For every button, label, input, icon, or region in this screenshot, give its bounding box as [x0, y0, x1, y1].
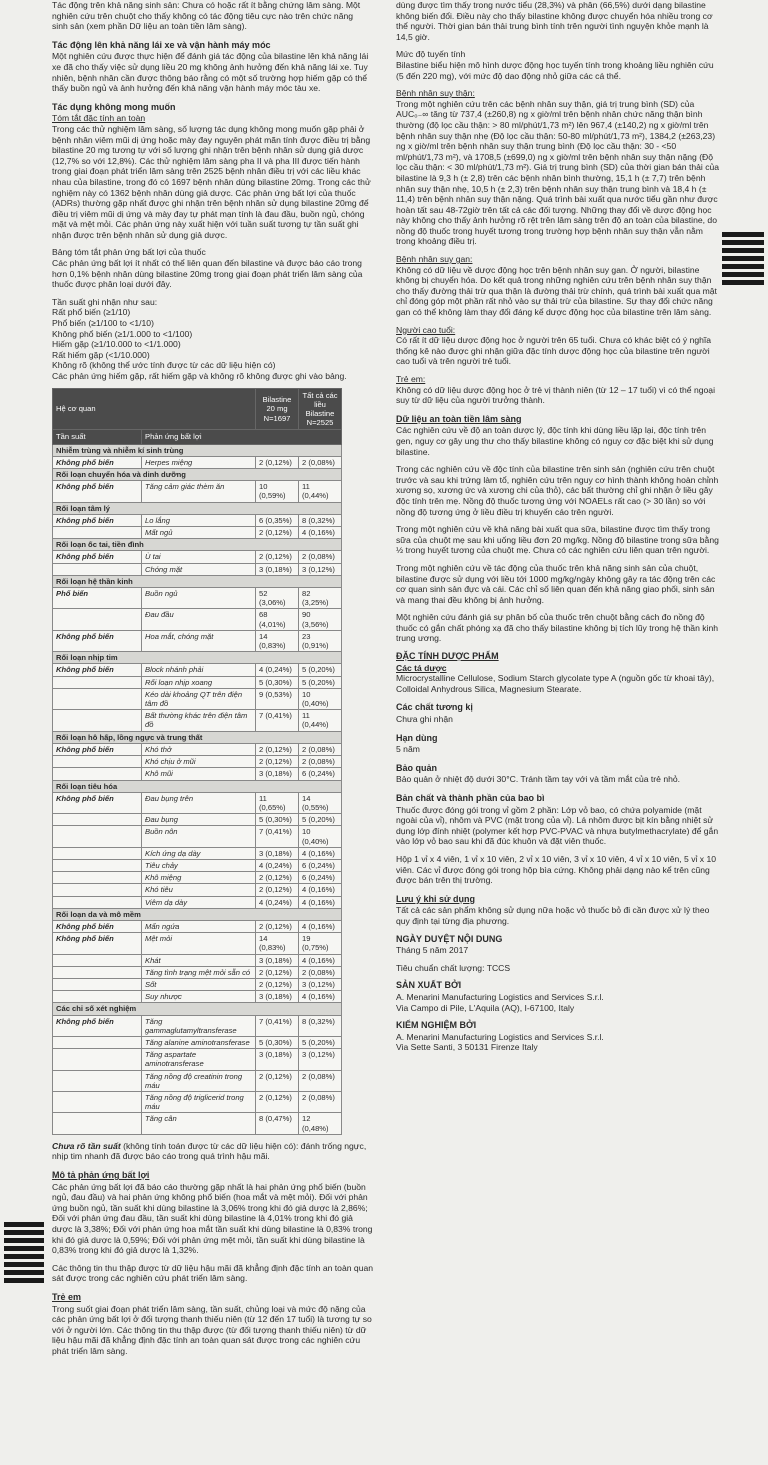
table-row: [53, 756, 342, 768]
count-20mg-cell: 3 (0,18%): [256, 991, 299, 1003]
count-20mg-cell: 2 (0,12%): [256, 978, 299, 990]
count-20mg-cell: 7 (0,41%): [256, 710, 299, 731]
frequency-cell: [53, 859, 142, 871]
excipients-text: Microcrystalline Cellulose, Sodium Starch glycolate type A (nguồn gốc từ khoai tây), Colloidal Anhydrous Silica, Magnesium Stearate.: [396, 673, 715, 694]
count-all-cell: 6 (0,24%): [299, 872, 342, 884]
disposal-text: Tất cả các sản phẩm không sử dụng nữa hoặc vỏ thuốc bỏ đi cần được xử lý theo quy định tại từng địa phương.: [396, 905, 710, 926]
count-all-cell: 19 (0,75%): [299, 933, 342, 954]
freq-item: Rất phổ biến (≥1/10): [52, 307, 131, 318]
preclinical-text: Trong các nghiên cứu về độc tính của bilastine trên sinh sản (nghiên cứu trên chuột trước và sau khi trứng làm tổ, nghiên cứu trên nguy cơ hình thành không hoàn chỉnh xương sọ, xương ức và xương chi của thỏ), các bất thường chỉ ghi nhận ở liều gây độc tính trên mẹ. Nồng độ thuốc tương ứng với NOAELs rất cao (> 30 lần) so với nồng độ tương ứng ở liều điều trị khuyến cáo trên người.: [396, 464, 719, 517]
intro-line: nghiên cứu trên chuột cho thấy không có tác động tiêu cực nào trên chức năng: [52, 10, 354, 21]
table-row: [53, 1015, 342, 1036]
reaction-cell: Tăng nồng độ triglicerid trong máu: [142, 1091, 256, 1112]
table-row: [53, 609, 342, 630]
table-row: [53, 933, 342, 954]
unknown-frequency: [52, 1141, 374, 1162]
table-row: [53, 551, 342, 563]
kids-heading: Trẻ em:: [396, 374, 426, 384]
intro-text: [52, 0, 374, 32]
table-row: [53, 792, 342, 813]
reaction-cell: Mất ngủ: [142, 527, 256, 539]
count-20mg-cell: 4 (0,24%): [256, 664, 299, 676]
freq-item: Rất hiếm gặp (<1/10.000): [52, 349, 150, 360]
frequency-cell: [53, 710, 142, 731]
reaction-cell: Đau bụng: [142, 814, 256, 826]
frequency-cell: [53, 609, 142, 630]
count-20mg-cell: 5 (0,30%): [256, 1036, 299, 1048]
count-20mg-cell: 8 (0,47%): [256, 1113, 299, 1134]
frequency-cell: Không phổ biến: [53, 933, 142, 954]
disposal-heading: Lưu ý khi sử dụng: [396, 893, 476, 904]
left-column: [52, 0, 374, 1363]
preclinical-text: Trong một nghiên cứu về tác động của thuốc trên khả năng sinh sản của chuột, bilastine được sử dụng với liều tới 1000 mg/kg/ngày không gây ra tác động trên các cơ quan sinh sản đực và cái. Các chỉ số liên quan đến khả năng giao phối, sinh sản và mang thai đều không bị ảnh hưởng.: [396, 562, 716, 605]
table-intro: Các phản ứng bất lợi ít nhất có thể liên quan đến bilastine và được báo cáo trong hơn 0,1% bệnh nhân dùng bilastine 20mg trong giai đoạn phát triển lâm sàng của thuốc được phân loại dưới đây.: [52, 258, 363, 290]
frequency-cell: Không phổ biến: [53, 1015, 142, 1036]
count-20mg-cell: 2 (0,12%): [256, 527, 299, 539]
count-all-cell: 5 (0,20%): [299, 664, 342, 676]
table-row: [53, 514, 342, 526]
count-all-cell: 3 (0,12%): [299, 978, 342, 990]
count-all-cell: 8 (0,32%): [299, 1015, 342, 1036]
table-row: [53, 481, 342, 502]
desc-heading: Mô tả phản ứng bất lợi: [52, 1169, 150, 1180]
table-row: [53, 688, 342, 709]
count-all-cell: 11 (0,44%): [299, 481, 342, 502]
frequency-cell: [53, 676, 142, 688]
table-summary-title: Bảng tóm tắt phản ứng bất lợi của thuốc: [52, 247, 206, 258]
count-all-cell: 23 (0,91%): [299, 630, 342, 651]
count-20mg-cell: 2 (0,12%): [256, 872, 299, 884]
count-20mg-cell: 3 (0,18%): [256, 847, 299, 859]
freq-item: Không phổ biến (≥1/1.000 to <1/100): [52, 328, 193, 339]
count-20mg-cell: 2 (0,12%): [256, 743, 299, 755]
count-all-cell: 2 (0,08%): [299, 1070, 342, 1091]
reaction-cell: Khó thở: [142, 743, 256, 755]
frequency-cell: Không phổ biến: [53, 664, 142, 676]
barcode-right: [722, 232, 764, 288]
freq-item: Không rõ (không thể ước tính được từ các dữ liệu hiện có): [52, 360, 276, 371]
preclinical-text: Các nghiên cứu về độ an toàn dược lý, độc tính khi dùng liều lặp lại, độc tính trên gen, nguy cơ gây ung thư cho thấy bilastine không có nguy cơ đặc biệt khi sử dụng bilastine.: [396, 425, 714, 457]
count-all-cell: 3 (0,12%): [299, 1049, 342, 1070]
group-name: Rối loạn hô hấp, lồng ngực và trung thất: [53, 731, 342, 743]
adverse-reactions-table: [52, 388, 342, 1135]
frequency-cell: Không phổ biến: [53, 630, 142, 651]
frequency-cell: Không phổ biến: [53, 481, 142, 502]
incompat-text: Chưa ghi nhận: [396, 714, 453, 725]
count-all-cell: 6 (0,24%): [299, 859, 342, 871]
reaction-cell: Suy nhược: [142, 991, 256, 1003]
reaction-cell: Viêm dạ dày: [142, 896, 256, 908]
count-all-cell: 5 (0,20%): [299, 1036, 342, 1048]
table-group-row: [53, 444, 342, 456]
reaction-cell: Đau đầu: [142, 609, 256, 630]
frequency-cell: [53, 1113, 142, 1134]
frequency-cell: [53, 978, 142, 990]
count-20mg-cell: 3 (0,18%): [256, 954, 299, 966]
reaction-cell: Tăng cân: [142, 1113, 256, 1134]
frequency-cell: [53, 756, 142, 768]
count-all-cell: 6 (0,24%): [299, 768, 342, 780]
table-group-row: [53, 908, 342, 920]
freq-item: Phổ biến (≥1/100 to <1/10): [52, 318, 154, 329]
reaction-cell: Khát: [142, 954, 256, 966]
reaction-cell: Tăng aspartate aminotransferase: [142, 1049, 256, 1070]
reaction-cell: Ù tai: [142, 551, 256, 563]
reaction-cell: Buồn nôn: [142, 826, 256, 847]
reaction-cell: Lo lắng: [142, 514, 256, 526]
unknown-frequency-text: (không tính toán được từ các dữ liệu hiện có): đánh trống ngực, nhịp tim nhanh đã được báo cáo trong quá trình hậu mãi.: [52, 1140, 367, 1162]
tested-by-heading: KIỂM NGHIỆM BỞI: [396, 1020, 477, 1031]
excipients-heading: Các tá dược: [396, 662, 447, 673]
renal-text: Trong một nghiên cứu trên các bệnh nhân suy thận, giá trị trung bình (SD) của AUC₀₋∞ tăng từ 737,4 (±260,8) ng x giờ/ml trên bệnh nhân chức năng thận bình thường (độ lọc cầu thận: > 80 ml/phút/1,73 m²) lên 967,4 (±140,2) ng x giờ/ml trên bệnh nhân suy thận nhẹ (Độ lọc cầu thận: 50-80 ml/phút/1,73 m²), 1384,2 (±263,23) ng x giờ/ml trên bệnh nhân suy thận trung bình (Độ lọc cầu thận: 30 - <50 ml/phút/1,73 m²), và 1708,5 (±699,0) ng x giờ/ml trên bệnh nhân suy thận nặng (Độ lọc cầu thận: < 30 ml/phút/1,73 m²). Giá trị trung bình (SD) của thời gian bán thải của bilastine là 9,3 h (± 2,8) trên các bệnh nhân bình thường, 15,1 h (± 7,7) trên bệnh nhân suy thận nhẹ, 10,5 h (± 2,3) trên bệnh nhân suy thận trung bình và 18,4 h (± 11,4) trên bệnh nhân suy thận nặng. Quá trình bài xuất qua nước tiểu gần như được hoàn tất sau 48-72giờ trên tất cả các đối tượng. Những thay đổi về dược động học này không cho thấy ảnh hưởng rõ rệt trên lâm sàng trên độ an toàn của bilastine, do nồng độ thuốc trong huyết tương trong trường hợp bệnh nhân suy thận vẫn nằm trong khoảng điều trị.: [396, 98, 720, 247]
barcode-left: [4, 1222, 44, 1286]
frequency-cell: [53, 991, 142, 1003]
ae-subheading: Tóm tắt đặc tính an toàn: [52, 113, 146, 124]
reaction-cell: Mẩn ngứa: [142, 920, 256, 932]
reaction-cell: Tăng nồng độ creatinin trong máu: [142, 1070, 256, 1091]
frequency-cell: [53, 896, 142, 908]
count-all-cell: 5 (0,20%): [299, 814, 342, 826]
table-row: [53, 896, 342, 908]
linear-text: Bilastine biểu hiện mô hình dược động học tuyến tính trong khoảng liều nghiên cứu (5 đến 220 mg), với mức độ dao động nhỏ giữa các cá thể.: [396, 59, 714, 81]
frequency-cell: [53, 1049, 142, 1070]
count-20mg-cell: 4 (0,24%): [256, 859, 299, 871]
table-row: [53, 814, 342, 826]
preclinical-heading: Dữ liệu an toàn tiền lâm sàng: [396, 413, 522, 424]
frequency-cell: Không phổ biến: [53, 551, 142, 563]
reaction-cell: Tăng cảm giác thèm ăn: [142, 481, 256, 502]
frequency-cell: [53, 1070, 142, 1091]
reaction-cell: Kích ứng dạ dày: [142, 847, 256, 859]
table-group-row: [53, 780, 342, 792]
reaction-cell: Herpes miệng: [142, 456, 256, 468]
table-group-row: [53, 539, 342, 551]
table-row: [53, 954, 342, 966]
elderly-heading: Người cao tuổi:: [396, 324, 456, 335]
kids-text: Không có dữ liệu dược động học ở trẻ vị thành niên (từ 12 – 17 tuổi) vì có thể ngoại suy từ dữ liệu của người trưởng thành.: [396, 384, 716, 406]
count-all-cell: 3 (0,12%): [299, 563, 342, 575]
renal-heading: Bệnh nhân suy thận:: [396, 88, 475, 99]
col-header-all-doses: Tất cả các liều Bilastine N=2525: [299, 388, 342, 430]
reaction-cell: Tăng gammaglutamyltransferase: [142, 1015, 256, 1036]
count-20mg-cell: 5 (0,30%): [256, 676, 299, 688]
group-name: Rối loạn ốc tai, tiền đình: [53, 539, 342, 551]
count-all-cell: 12 (0,48%): [299, 1113, 342, 1134]
driving-text: Một nghiên cứu được thực hiện để đánh giá tác động của bilastine lên khả năng lái xe đã cho thấy việc sử dụng liều 20 mg không ảnh hưởng đến khả năng lái xe. Tuy nhiên, bệnh nhân cần được thông báo rằng có một số trường hợp hiếm gặp có thể thấy buồn ngủ và ảnh hưởng đến khả năng vận hành máy móc tàu xe.: [52, 51, 369, 94]
storage-heading: Bảo quản: [396, 762, 438, 773]
storage-text: Bảo quản ở nhiệt độ dưới 30°C. Tránh tầm tay với và tầm mắt của trẻ nhỏ.: [396, 774, 681, 785]
table-row: [53, 456, 342, 468]
count-20mg-cell: 2 (0,12%): [256, 551, 299, 563]
freq-item: Hiếm gặp (≥1/10.000 to <1/1.000): [52, 339, 181, 350]
table-row: [53, 1070, 342, 1091]
frequency-cell: [53, 884, 142, 896]
table-row: [53, 884, 342, 896]
table-row: [53, 527, 342, 539]
shelf-heading: Hạn dùng: [396, 732, 438, 743]
count-all-cell: 11 (0,44%): [299, 710, 342, 731]
count-20mg-cell: 11 (0,65%): [256, 792, 299, 813]
manufacturer-heading: SẢN XUẤT BỞI: [396, 980, 462, 991]
count-20mg-cell: 14 (0,83%): [256, 933, 299, 954]
reaction-cell: Kéo dài khoảng QT trên điện tâm đồ: [142, 688, 256, 709]
right-column: [396, 0, 722, 1060]
count-all-cell: 4 (0,16%): [299, 884, 342, 896]
reaction-cell: Tiêu chảy: [142, 859, 256, 871]
reaction-cell: Tăng alanine aminotransferase: [142, 1036, 256, 1048]
col-header-system: Hệ cơ quan: [53, 388, 256, 430]
table-group-row: [53, 575, 342, 587]
packaging-text: Thuốc được đóng gói trong vỉ gồm 2 phần: Lớp vỏ bao, có chứa polyamide (mặt ngoài của vỉ), nhôm và PVC (mặt trong của vỉ). Lá nhôm được bịt kín bằng nhiệt sử dụng lớp đính nhiệt (polymer kết hợp PVC-PVAC và nhựa butylmethacrylate) để gắn vào lớp vỏ bao sau khi đã đúc khuôn và đặt viên thuốc.: [396, 804, 719, 847]
reaction-cell: Mệt mỏi: [142, 933, 256, 954]
preclinical-text: Một nghiên cứu đánh giá sự phân bố của thuốc trên chuột bằng cách đo nồng độ thuốc có gắn chất phóng xạ đã cho thấy bilastine không bị tích lũy trong hệ thần kinh trung ương.: [396, 612, 719, 644]
group-name: Rối loạn chuyển hóa và dinh dưỡng: [53, 469, 342, 481]
count-all-cell: 14 (0,55%): [299, 792, 342, 813]
child-heading: Trẻ em: [52, 1291, 82, 1302]
count-all-cell: 4 (0,16%): [299, 954, 342, 966]
reaction-cell: Sốt: [142, 978, 256, 990]
count-all-cell: 10 (0,40%): [299, 688, 342, 709]
table-row: [53, 1036, 342, 1048]
table-row: [53, 743, 342, 755]
excretion-text: dùng được tìm thấy trong nước tiểu (28,3%) và phân (66,5%) dưới dạng bilastine không biến đổi. Điều này cho thấy bilastine không được chuyển hóa nhiều trong cơ thể người. Thời gian bán thải trung bình tính trên người tình nguyện khỏe mạnh là 14,5 giờ.: [396, 0, 713, 42]
freq-list: [52, 307, 374, 381]
incompat-heading: Các chất tương kị: [396, 702, 473, 713]
reaction-cell: Bất thường khác trên điện tâm đồ: [142, 710, 256, 731]
count-20mg-cell: 2 (0,12%): [256, 884, 299, 896]
reaction-cell: Khó chịu ở mũi: [142, 756, 256, 768]
child-text: Trong suốt giai đoạn phát triển lâm sàng, tần suất, chủng loại và mức độ nặng của các phản ứng bất lợi ở đối tượng thanh thiếu niên (từ 12 đến 17 tuổi) là tương tự so với ở người lớn. Các thông tin thu thập được (từ đối tượng thanh thiếu niên) từ dữ liệu hậu mãi đã khẳng định đặc tính an toàn quan sát được trong các nghiên cứu phát triển lâm sàng.: [52, 1303, 372, 1356]
count-all-cell: 4 (0,16%): [299, 920, 342, 932]
count-all-cell: 2 (0,08%): [299, 966, 342, 978]
frequency-cell: [53, 966, 142, 978]
table-row: [53, 1049, 342, 1070]
group-name: Rối loạn da và mô mềm: [53, 908, 342, 920]
count-all-cell: 2 (0,08%): [299, 743, 342, 755]
freq-title: Tần suất ghi nhận như sau:: [52, 296, 158, 307]
table-body: [53, 444, 342, 1134]
col-header-20mg: Bilastine 20 mg N=1697: [256, 388, 299, 430]
reaction-cell: Đau bụng trên: [142, 792, 256, 813]
count-20mg-cell: 2 (0,12%): [256, 756, 299, 768]
count-20mg-cell: 68 (4,01%): [256, 609, 299, 630]
table-row: [53, 966, 342, 978]
count-all-cell: 10 (0,40%): [299, 826, 342, 847]
frequency-cell: Không phổ biến: [53, 743, 142, 755]
reaction-cell: Buồn ngủ: [142, 588, 256, 609]
group-name: Rối loạn tiêu hóa: [53, 780, 342, 792]
table-group-row: [53, 502, 342, 514]
count-all-cell: 82 (3,25%): [299, 588, 342, 609]
reaction-cell: Tăng tình trạng mệt mỏi sẵn có: [142, 966, 256, 978]
tested-by-address: Via Sette Santi, 3 50131 Firenze Italy: [396, 1042, 538, 1053]
count-all-cell: 8 (0,32%): [299, 514, 342, 526]
reaction-cell: Khô mũi: [142, 768, 256, 780]
hepatic-heading: Bệnh nhân suy gan:: [396, 254, 473, 265]
table-row: [53, 872, 342, 884]
count-all-cell: 2 (0,08%): [299, 756, 342, 768]
preclinical-text: Trong một nghiên cứu về khả năng bài xuất qua sữa, bilastine được tìm thấy trong sữa của chuột mẹ sau khi uống liều đơn 20 mg/kg. Nồng độ bilastine trong sữa bằng ½ trong huyết tương của chuột mẹ. Chưa có các nghiên cứu liên quan trên người.: [396, 524, 719, 556]
table-row: [53, 826, 342, 847]
count-all-cell: 2 (0,08%): [299, 1091, 342, 1112]
count-20mg-cell: 6 (0,35%): [256, 514, 299, 526]
table-row: [53, 847, 342, 859]
quality-standard: Tiêu chuẩn chất lượng: TCCS: [396, 962, 511, 973]
count-all-cell: 5 (0,20%): [299, 676, 342, 688]
frequency-cell: [53, 768, 142, 780]
count-all-cell: 4 (0,16%): [299, 527, 342, 539]
count-20mg-cell: 14 (0,83%): [256, 630, 299, 651]
frequency-cell: Không phổ biến: [53, 514, 142, 526]
count-20mg-cell: 2 (0,12%): [256, 920, 299, 932]
group-name: Rối loạn hệ thần kinh: [53, 575, 342, 587]
tested-by-name: A. Menarini Manufacturing Logistics and Services S.r.l.: [396, 1031, 604, 1042]
frequency-cell: Phổ biến: [53, 588, 142, 609]
group-name: Nhiễm trùng và nhiễm kí sinh trùng: [53, 444, 342, 456]
intro-line: Tác động trên khả năng sinh sản: Chưa có hoặc rất ít bằng chứng lâm sàng. Một: [52, 0, 361, 10]
table-row: [53, 664, 342, 676]
count-all-cell: 4 (0,16%): [299, 896, 342, 908]
frequency-cell: [53, 872, 142, 884]
col-header-frequency: Tần suất: [53, 430, 142, 444]
frequency-cell: Không phổ biến: [53, 920, 142, 932]
table-row: [53, 978, 342, 990]
frequency-cell: [53, 847, 142, 859]
reaction-cell: Khó tiêu: [142, 884, 256, 896]
review-date: Tháng 5 năm 2017: [396, 945, 469, 956]
driving-heading: Tác động lên khả năng lái xe và vận hành máy móc: [52, 39, 271, 50]
frequency-cell: [53, 1036, 142, 1048]
count-20mg-cell: 10 (0,59%): [256, 481, 299, 502]
hepatic-text: Không có dữ liệu về dược động học trên bệnh nhân suy gan. Ở người, bilastine không bị chuyển hóa. Do kết quả trong những nghiên cứu trên bệnh nhân suy thận cho thấy đường thải trừ qua thận là đường thải trừ chính, quá trình bài xuất qua mật chỉ đóng góp một phần rất nhỏ vào sự thải trừ của bilastine. Sự thay đổi chức năng gan có thể không làm thay đổi đáng kể dược động học của bilastine trên lâm sàng.: [396, 264, 717, 318]
intro-line: sinh sản (xem phần Dữ liệu an toàn tiền lâm sàng).: [52, 21, 247, 32]
count-20mg-cell: 9 (0,53%): [256, 688, 299, 709]
count-20mg-cell: 3 (0,18%): [256, 1049, 299, 1070]
pharm-heading: ĐẶC TÍNH DƯỢC PHẨM: [396, 651, 499, 662]
reaction-cell: Hoa mắt, chóng mặt: [142, 630, 256, 651]
elderly-text: Có rất ít dữ liệu dược động học ở người trên 65 tuổi. Chưa có khác biệt có ý nghĩa thống kê nào được ghi nhận giữa đặc tính dược động học của bilastine trên người cao tuổi và trên người trẻ tuổi.: [396, 335, 712, 367]
review-heading: NGÀY DUYỆT NỘI DUNG: [396, 933, 503, 944]
table-row: [53, 1113, 342, 1134]
count-20mg-cell: 7 (0,41%): [256, 1015, 299, 1036]
pack-sizes-text: Hộp 1 vỉ x 4 viên, 1 vỉ x 10 viên, 2 vỉ x 10 viên, 3 vỉ x 10 viên, 4 vỉ x 10 viên, 5 vỉ x 10 viên. Các vỉ được đóng gói trong hộp bìa cứng. Không phải dạng nào kể trên cũng được bán trên thị trường.: [396, 853, 717, 886]
frequency-cell: [53, 563, 142, 575]
count-20mg-cell: 2 (0,12%): [256, 966, 299, 978]
unknown-frequency-title: Chưa rõ tần suất: [52, 1140, 121, 1151]
group-name: Rối loạn nhịp tim: [53, 652, 342, 664]
linear-heading: Mức độ tuyến tính: [396, 49, 466, 60]
frequency-cell: [53, 1091, 142, 1112]
group-name: Các chỉ số xét nghiệm: [53, 1003, 342, 1015]
frequency-cell: [53, 814, 142, 826]
table-row: [53, 920, 342, 932]
count-20mg-cell: 4 (0,24%): [256, 896, 299, 908]
reaction-cell: Block nhánh phải: [142, 664, 256, 676]
count-all-cell: 90 (3,56%): [299, 609, 342, 630]
ae-heading: Tác dụng không mong muốn: [52, 101, 176, 112]
col-header-reaction: Phản ứng bất lợi: [142, 430, 342, 444]
table-row: [53, 676, 342, 688]
table-row: [53, 1091, 342, 1112]
frequency-cell: [53, 527, 142, 539]
table-row: [53, 588, 342, 609]
count-20mg-cell: 2 (0,12%): [256, 1091, 299, 1112]
table-row: [53, 630, 342, 651]
manufacturer-address: Via Campo di Pile, L'Aquila (AQ), I-67100, Italy: [396, 1002, 575, 1013]
count-20mg-cell: 5 (0,30%): [256, 814, 299, 826]
table-row: [53, 859, 342, 871]
postmarket-text: Các thông tin thu thập được từ dữ liệu hậu mãi đã khẳng định đặc tính an toàn quan sát được trong các nghiên cứu phát triển lâm sàng.: [52, 1262, 374, 1284]
count-20mg-cell: 2 (0,12%): [256, 1070, 299, 1091]
group-name: Rối loạn tâm lý: [53, 502, 342, 514]
count-20mg-cell: 3 (0,18%): [256, 768, 299, 780]
count-20mg-cell: 2 (0,12%): [256, 456, 299, 468]
table-row: [53, 768, 342, 780]
frequency-cell: Không phổ biến: [53, 792, 142, 813]
table-group-row: [53, 731, 342, 743]
table-group-row: [53, 652, 342, 664]
table-group-row: [53, 1003, 342, 1015]
reaction-cell: Chóng mặt: [142, 563, 256, 575]
packaging-heading: Bản chất và thành phần của bao bì: [396, 793, 545, 803]
count-all-cell: 4 (0,16%): [299, 847, 342, 859]
count-all-cell: 2 (0,08%): [299, 551, 342, 563]
count-20mg-cell: 52 (3,06%): [256, 588, 299, 609]
table-row: [53, 563, 342, 575]
desc-text: Các phản ứng bất lợi đã báo cáo thường gặp nhất là hai phản ứng phổ biến (buồn ngủ, đau đầu) và hai phản ứng không phổ biến (hoa mắt và mệt mỏi). Đối với phản ứng buồn ngủ, tần suất khi dùng bilastine là 3,06% trong khi đó giả dược là 2,86%; Đối với phản ứng đau đầu, tần suất khi dùng bilastine là 4,01% trong khi đó giả dược là 3,38%; Đối với phản ứng hoa mắt tần suất khi dùng bilastine là 0,83% trong khi đó giả dược là 0,59%; Đối với phản ứng mệt mỏi, tần suất khi dùng bilastine là 0,83% trong khi đó giả dược là 1,32%.: [52, 1181, 373, 1256]
frequency-cell: [53, 954, 142, 966]
freq-item: Các phản ứng hiếm gặp, rất hiếm gặp và không rõ không được ghi vào bảng.: [52, 371, 347, 381]
reaction-cell: Khô miệng: [142, 872, 256, 884]
table-row: [53, 991, 342, 1003]
frequency-cell: [53, 688, 142, 709]
ae-text: Trong các thử nghiệm lâm sàng, số lượng tác dụng không mong muốn gặp phải ở bệnh nhân viêm mũi dị ứng hoặc mày đay nguyên phát mãn tính được điều trị bằng bilastine 20 mg tương tự với số lượng ghi nhận trên bệnh nhân sử dụng giả dược (12,7% so với 12,8%). Các thử nghiệm lâm sàng pha II và pha III được tiến hành trong giai đoạn phát triển lâm sàng trên 2525 bệnh nhân điều trị với các liều khác nhau của bilastine, trong đó có 1697 bệnh nhân dùng bilastine 20mg. Trong các thử nghiệm này có 1362 bệnh nhân dùng giả dược. Các phản ứng bất lợi của thuốc (ADRs) thường gặp nhất được ghi nhận trên bệnh nhân sử dụng bilastine 20mg để điều trị viêm mũi dị ứng và mày đay tự phát mạn tính là đau đầu, buồn ngủ, chóng mặt và mệt mỏi. Các phản ứng này xuất hiện với tuần suất tương tự tần suất ghi nhận được trên bệnh nhân sử dụng giả dược.: [52, 123, 371, 240]
shelf-text: 5 năm: [396, 744, 420, 755]
frequency-cell: [53, 826, 142, 847]
count-all-cell: 2 (0,08%): [299, 456, 342, 468]
frequency-cell: Không phổ biến: [53, 456, 142, 468]
manufacturer-name: A. Menarini Manufacturing Logistics and Services S.r.l.: [396, 991, 604, 1002]
table-group-row: [53, 469, 342, 481]
count-20mg-cell: 3 (0,18%): [256, 563, 299, 575]
count-all-cell: 4 (0,16%): [299, 991, 342, 1003]
table-row: [53, 710, 342, 731]
reaction-cell: Rối loạn nhịp xoang: [142, 676, 256, 688]
count-20mg-cell: 7 (0,41%): [256, 826, 299, 847]
